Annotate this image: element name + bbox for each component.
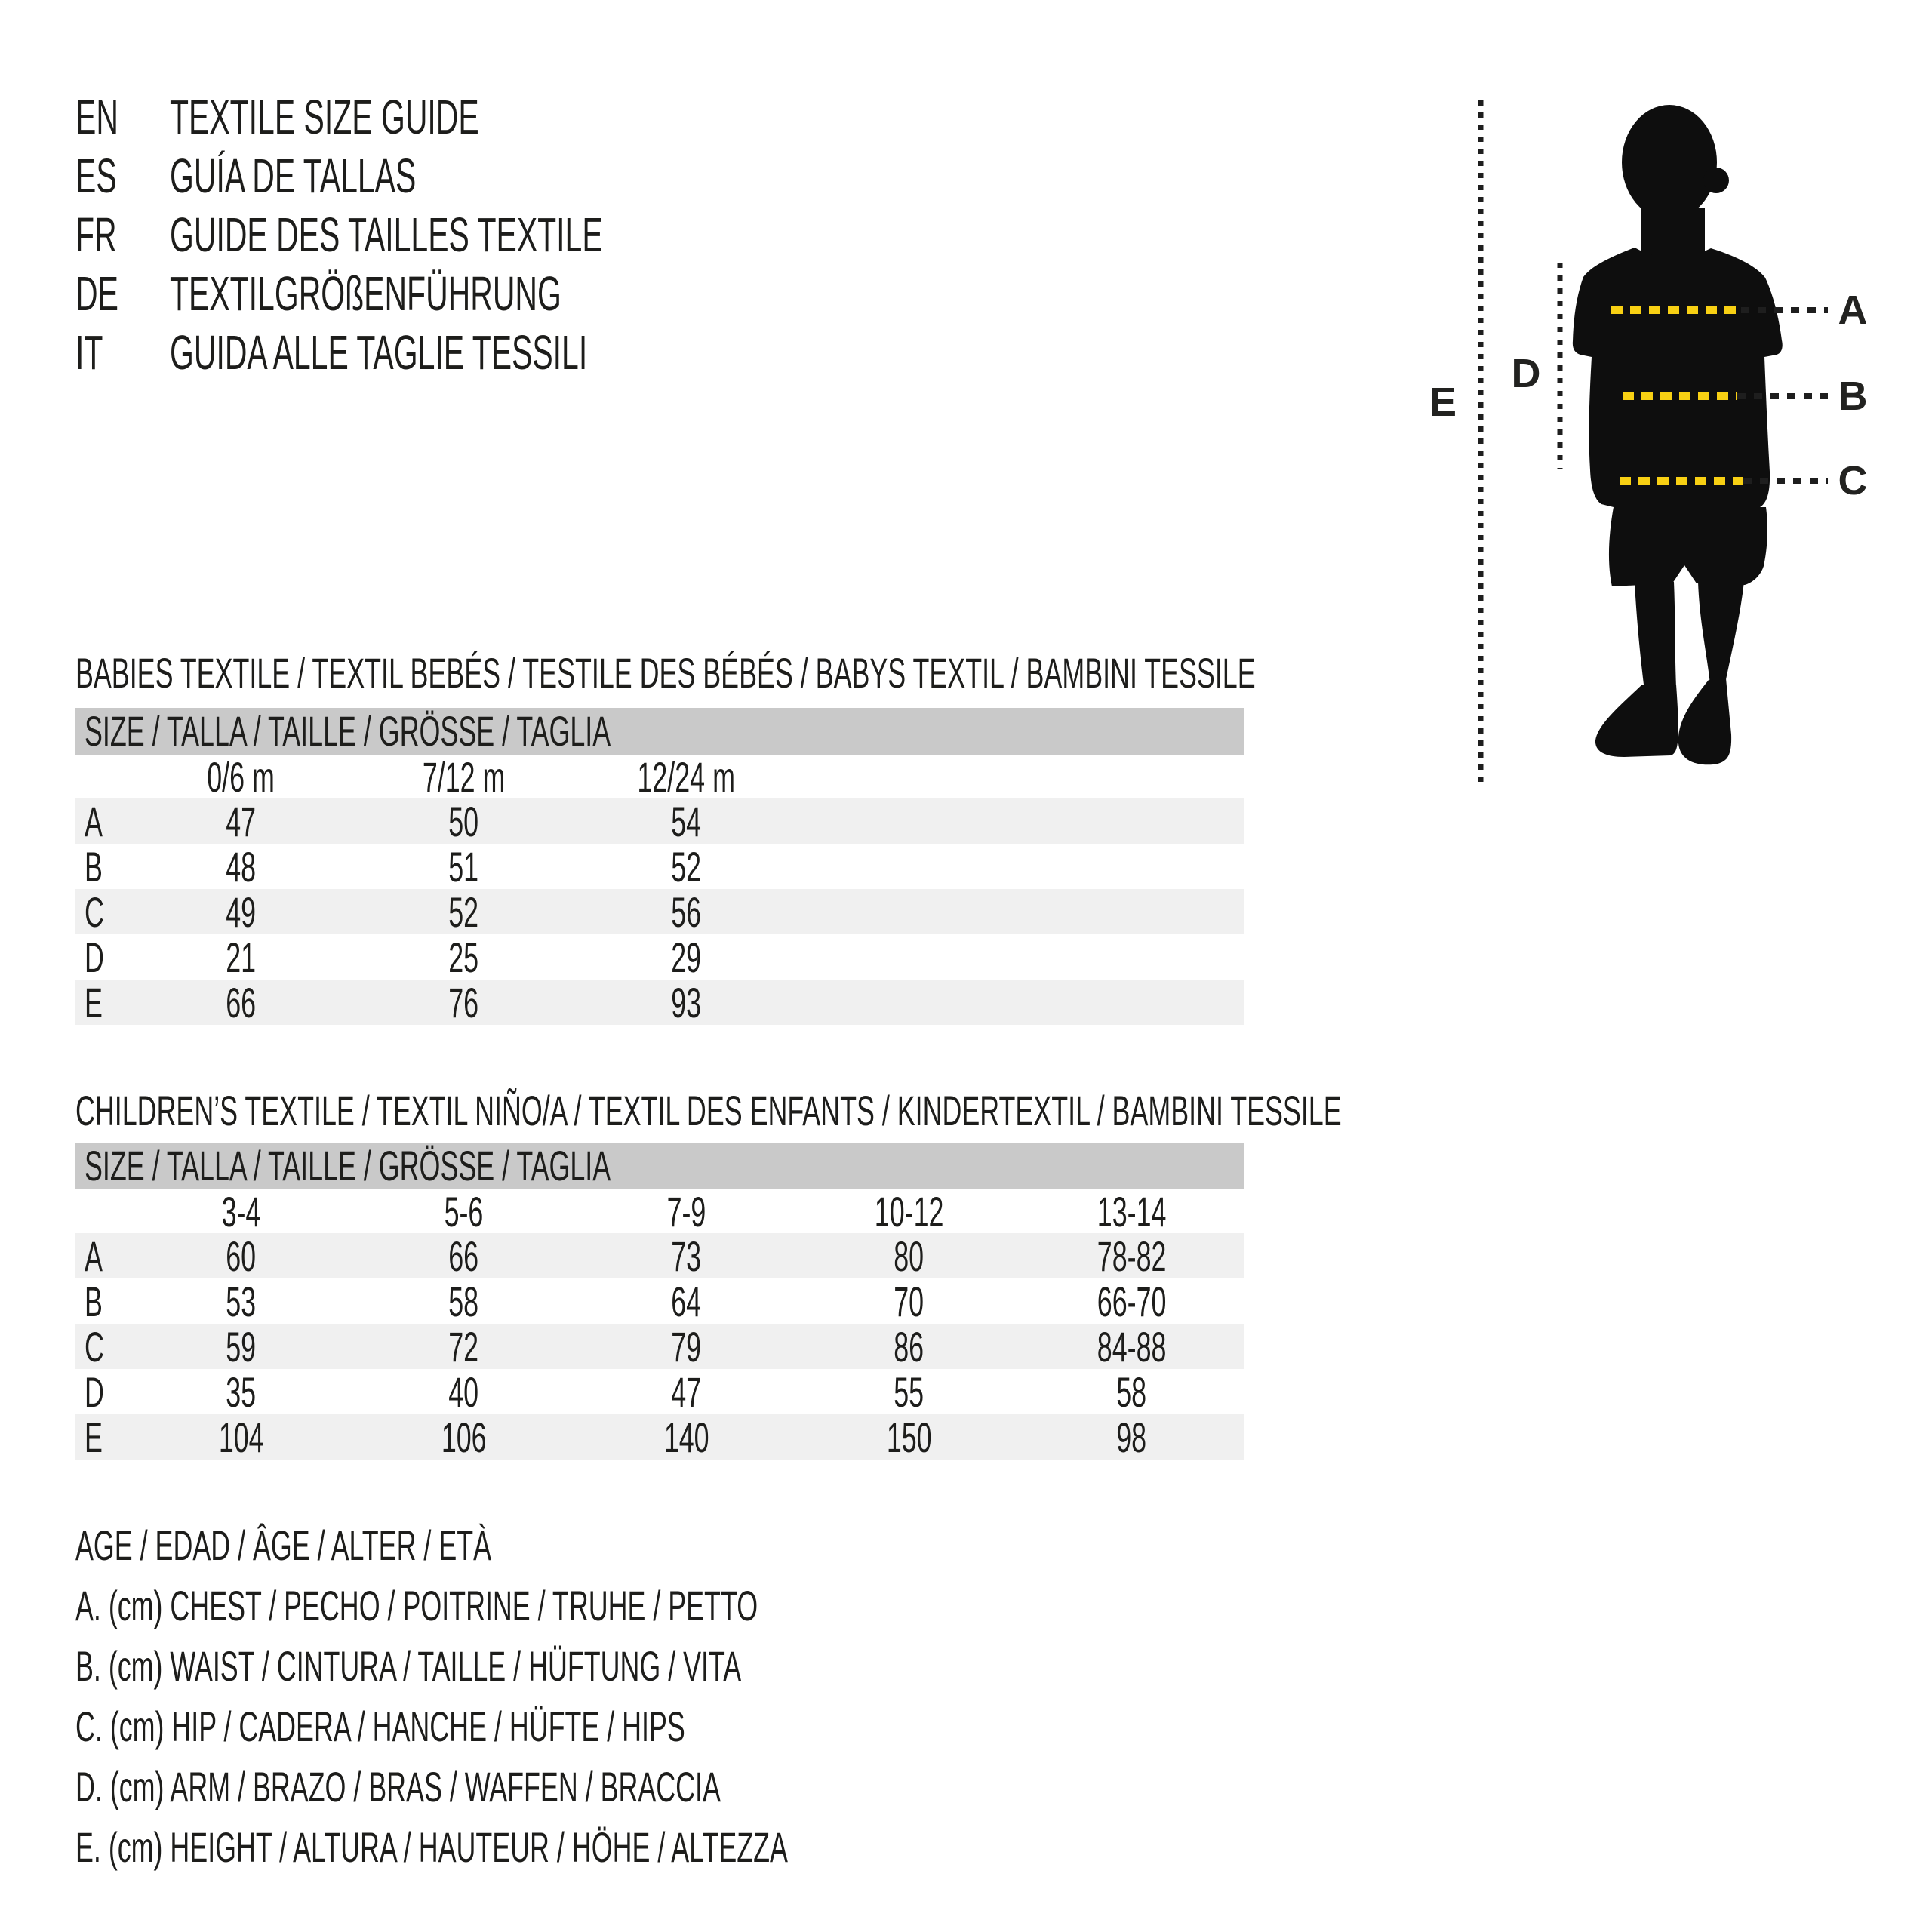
cell: 21: [226, 933, 257, 981]
cell: 86: [894, 1322, 924, 1371]
cell: 58: [448, 1277, 479, 1325]
page-title-en: TEXTILE SIZE GUIDE: [170, 90, 479, 144]
legend-waist: B. (cm) WAIST / CINTURA / TAILLE / HÜFTUNG / VITA: [75, 1642, 742, 1690]
silhouette-shirt: [1573, 248, 1783, 507]
cell: 60: [226, 1232, 257, 1280]
cell: 79: [671, 1322, 702, 1371]
table-row: [75, 934, 1244, 980]
row-label: E: [85, 978, 103, 1026]
page-title-fr: GUIDE DES TAILLES TEXTILE: [170, 208, 603, 262]
children-size-header-bar: [75, 1143, 1244, 1189]
cell: 54: [671, 797, 702, 845]
row-label: E: [85, 1413, 103, 1461]
table-row: [75, 1233, 1244, 1278]
babies-size-header-bar: [75, 708, 1244, 755]
cell: 78-82: [1097, 1232, 1167, 1280]
cell: 76: [448, 978, 479, 1026]
cell: 84-88: [1097, 1322, 1167, 1371]
table-row: [75, 1414, 1244, 1460]
figure-label-arm: D: [1511, 351, 1541, 396]
cell: 40: [448, 1367, 479, 1416]
legend-age: AGE / EDAD / ÂGE / ALTER / ETÀ: [75, 1521, 492, 1569]
babies-column-header-row: [75, 752, 1244, 801]
cell: 58: [1116, 1367, 1147, 1416]
row-label: C: [85, 888, 104, 936]
children-colhead-3-4: 3-4: [221, 1187, 261, 1235]
lang-code-en: EN: [75, 90, 118, 144]
legend-height: E. (cm) HEIGHT / ALTURA / HAUTEUR / HÖHE / ALTEZZA: [75, 1823, 788, 1871]
table-row: [75, 1369, 1244, 1414]
table-row: [75, 980, 1244, 1025]
cell: 93: [671, 978, 702, 1026]
table-row: [75, 1324, 1244, 1369]
cell: 140: [663, 1413, 709, 1461]
row-label: D: [85, 933, 104, 981]
page-title-de: TEXTILGRÖßENFÜHRUNG: [170, 266, 561, 321]
silhouette-hair-bump: [1703, 168, 1729, 193]
table-row: [75, 798, 1244, 844]
babies-colhead-12-24m: 12/24 m: [637, 752, 736, 801]
cell: 56: [671, 888, 702, 936]
cell: 35: [226, 1367, 257, 1416]
children-column-header-row: [75, 1189, 1244, 1233]
cell: 47: [226, 797, 257, 845]
measurement-legend: [75, 1515, 1189, 1878]
silhouette-shorts: [1609, 507, 1767, 586]
cell: 53: [226, 1277, 257, 1325]
figure-label-height: E: [1429, 380, 1457, 425]
children-section-title: [75, 1088, 1932, 1134]
cell: 59: [226, 1322, 257, 1371]
cell: 51: [448, 842, 479, 891]
row-label: D: [85, 1367, 104, 1416]
cell: 66: [226, 978, 257, 1026]
children-section-title-text: CHILDREN’S TEXTILE / TEXTIL NIÑO/A / TEXTIL DES ENFANTS / KINDERTEXTIL / BAMBINI TESSILE: [75, 1087, 1342, 1134]
lang-code-de: DE: [75, 266, 118, 321]
children-size-table: [75, 1143, 1244, 1460]
cell: 104: [218, 1413, 264, 1461]
cell: 66: [448, 1232, 479, 1280]
cell: 25: [448, 933, 479, 981]
children-colhead-7-9: 7-9: [666, 1187, 706, 1235]
page-title-es: GUÍA DE TALLAS: [170, 149, 417, 203]
babies-size-table: [75, 708, 1244, 1025]
babies-colhead-7-12m: 7/12 m: [422, 752, 506, 801]
children-colhead-5-6: 5-6: [444, 1187, 484, 1235]
cell: 52: [671, 842, 702, 891]
babies-size-header-text: SIZE / TALLA / TAILLE / GRÖSSE / TAGLIA: [85, 707, 611, 755]
table-row: [75, 889, 1244, 934]
legend-arm: D. (cm) ARM / BRAZO / BRAS / WAFFEN / BRACCIA: [75, 1763, 721, 1810]
babies-colhead-0-6m: 0/6 m: [207, 752, 275, 801]
row-label: A: [85, 797, 103, 845]
table-row: [75, 844, 1244, 889]
cell: 64: [671, 1277, 702, 1325]
babies-section-title: [75, 651, 1919, 696]
cell: 72: [448, 1322, 479, 1371]
row-label: B: [85, 1277, 103, 1325]
lang-code-fr: FR: [75, 208, 117, 262]
row-label: A: [85, 1232, 103, 1280]
lang-code-es: ES: [75, 149, 117, 203]
legend-chest: A. (cm) CHEST / PECHO / POITRINE / TRUHE / PETTO: [75, 1582, 758, 1629]
cell: 47: [671, 1367, 702, 1416]
legend-hip: C. (cm) HIP / CADERA / HANCHE / HÜFTE / HIPS: [75, 1703, 685, 1750]
cell: 70: [894, 1277, 924, 1325]
cell: 29: [671, 933, 702, 981]
children-colhead-10-12: 10-12: [874, 1187, 944, 1235]
row-label: B: [85, 842, 103, 891]
cell: 48: [226, 842, 257, 891]
cell: 55: [894, 1367, 924, 1416]
table-row: [75, 1278, 1244, 1324]
figure-label-hip: C: [1838, 458, 1868, 503]
babies-section-title-text: BABIES TEXTILE / TEXTIL BEBÉS / TESTILE DES BÉBÉS / BABYS TEXTIL / BAMBINI TESSILE: [75, 649, 1256, 697]
cell: 49: [226, 888, 257, 936]
cell: 150: [886, 1413, 932, 1461]
cell: 73: [671, 1232, 702, 1280]
cell: 106: [441, 1413, 487, 1461]
children-size-header-text: SIZE / TALLA / TAILLE / GRÖSSE / TAGLIA: [85, 1142, 611, 1189]
page-title-it: GUIDA ALLE TAGLIE TESSILI: [170, 325, 588, 380]
cell: 66-70: [1097, 1277, 1167, 1325]
figure-label-chest: A: [1838, 288, 1868, 333]
row-label: C: [85, 1322, 104, 1371]
lang-code-it: IT: [75, 325, 103, 380]
cell: 80: [894, 1232, 924, 1280]
cell: 52: [448, 888, 479, 936]
silhouette-head: [1622, 105, 1717, 220]
cell: 98: [1116, 1413, 1147, 1461]
cell: 50: [448, 797, 479, 845]
children-colhead-13-14: 13-14: [1097, 1187, 1167, 1235]
figure-label-waist: B: [1838, 374, 1868, 419]
